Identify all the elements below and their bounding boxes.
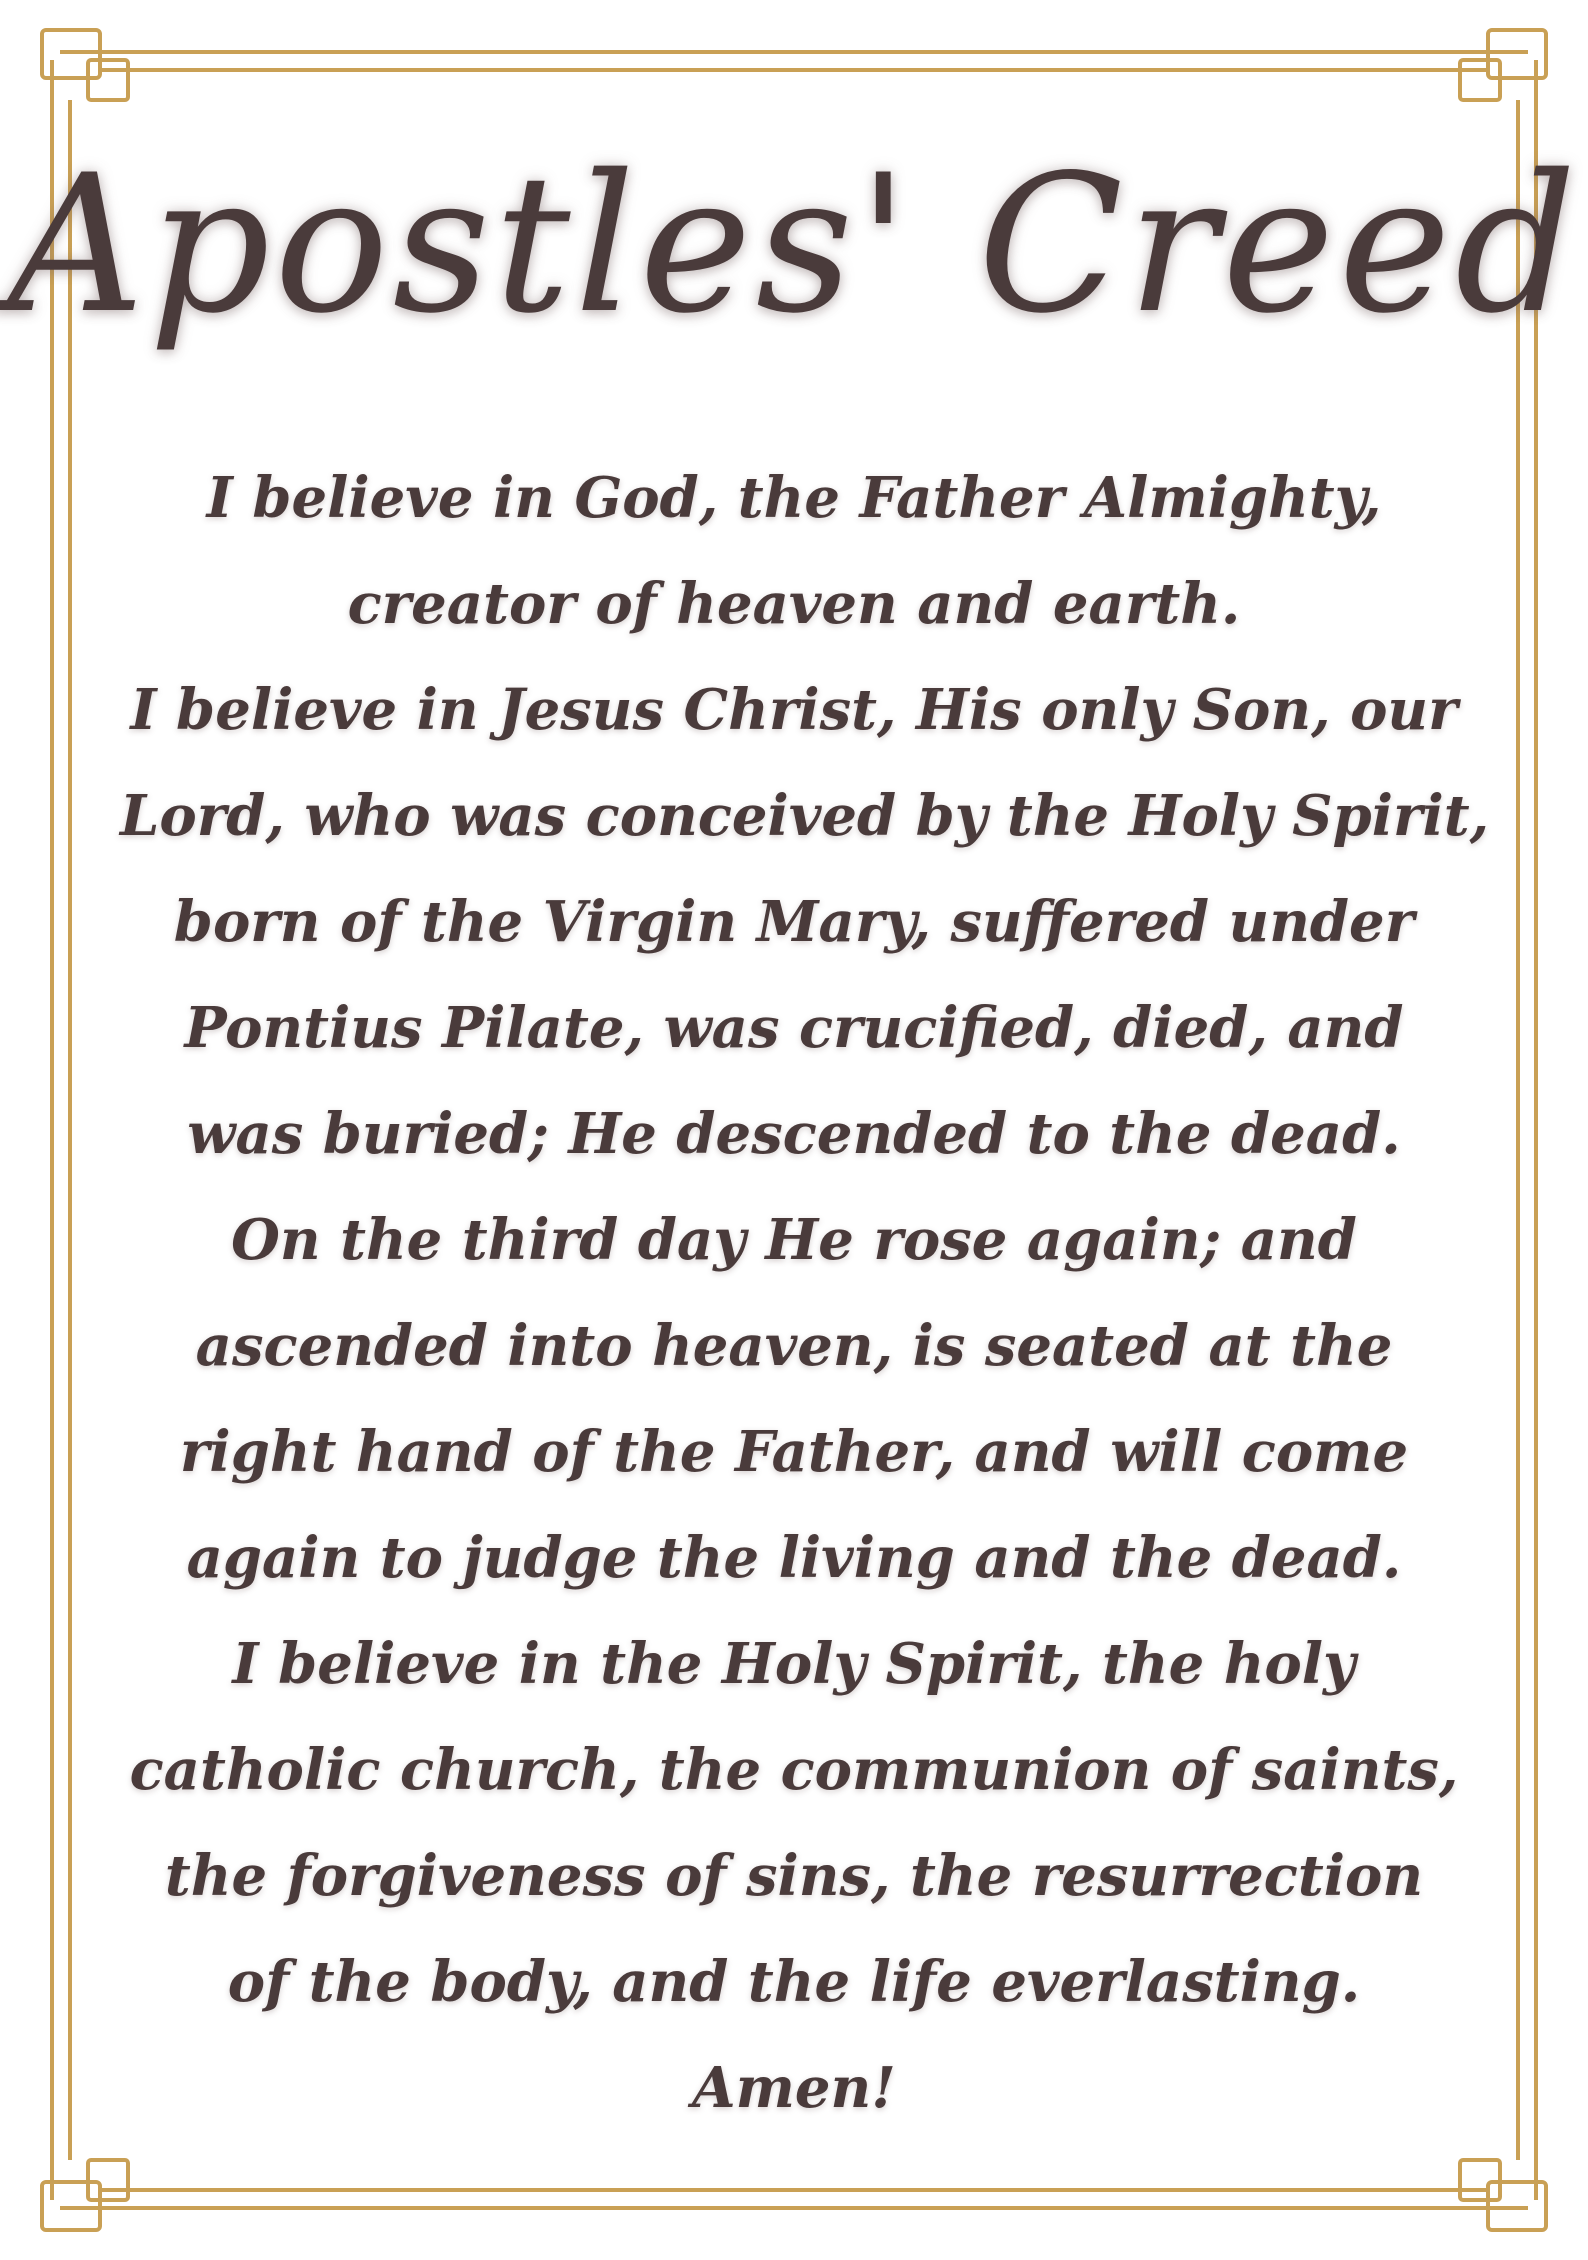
creed-line: I believe in God, the Father Almighty, (206, 465, 1382, 531)
corner-knot-top-left (42, 30, 128, 100)
creed-line: again to judge the living and the dead. (186, 1525, 1402, 1591)
creed-line: of the body, and the life everlasting. (227, 1949, 1361, 2015)
creed-line: I believe in the Holy Spirit, the holy (232, 1631, 1356, 1697)
corner-knot-bottom-right (1460, 2160, 1546, 2230)
creed-line: the forgiveness of sins, the resurrection (164, 1843, 1424, 1909)
creed-amen: Amen! (692, 2055, 896, 2121)
creed-line: Pontius Pilate, was crucified, died, and (184, 995, 1404, 1061)
creed-line: I believe in Jesus Christ, His only Son, our (130, 677, 1458, 743)
document-title: Apostles' Creed (7, 134, 1581, 355)
creed-line: was buried; He descended to the dead. (187, 1101, 1401, 1167)
creed-line: born of the Virgin Mary, suffered under (173, 889, 1415, 955)
creed-line: right hand of the Father, and will come (179, 1419, 1409, 1485)
creed-text (120, 445, 1490, 2141)
creed-line: creator of heaven and earth. (347, 571, 1241, 637)
creed-line: ascended into heaven, is seated at the (195, 1313, 1393, 1379)
corner-knot-bottom-left (42, 2160, 128, 2230)
creed-line: Lord, who was conceived by the Holy Spirit, (120, 783, 1490, 849)
creed-line: On the third day He rose again; and (231, 1207, 1357, 1273)
creed-line: catholic church, the communion of saints, (129, 1737, 1459, 1803)
corner-knot-top-right (1460, 30, 1546, 100)
